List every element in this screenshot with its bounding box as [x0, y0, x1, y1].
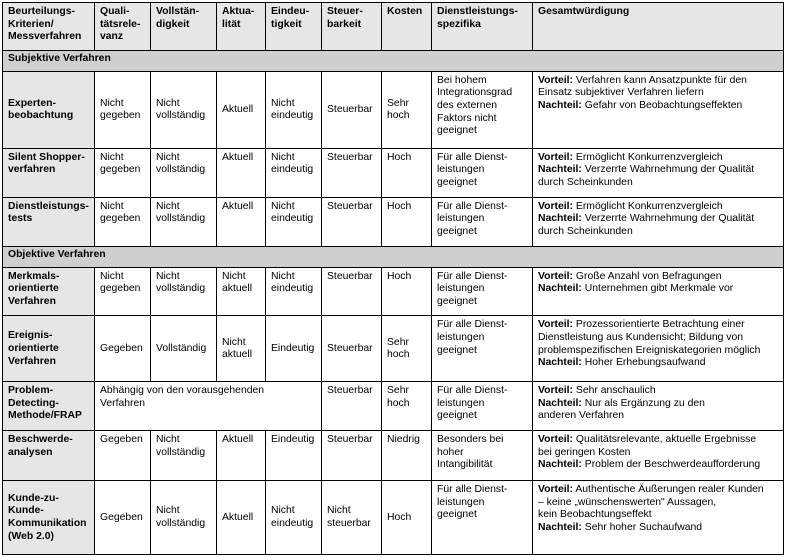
nachteil-label: Nachteil: [538, 521, 582, 533]
nachteil-label: Nachteil: [538, 283, 582, 295]
comparison-table [2, 2, 784, 555]
cell-spezifika: Für alle Dienst- leistungen geeignet [432, 197, 533, 246]
cell-spezifika: Für alle Dienst- leistungen geeignet [432, 148, 533, 197]
cell-vollstaendigkeit: Nicht vollständig [151, 148, 217, 197]
vorteil-label: Vorteil: [538, 434, 574, 446]
cell-spezifika: Für alle Dienst- leistungen geeignet [432, 480, 533, 554]
cell-gesamtwuerdigung [533, 431, 784, 481]
header-dienstleistungsspezifika: Dienstleistungs- spezifika [432, 3, 533, 51]
cell-gesamtwuerdigung [533, 71, 784, 148]
header-eindeutigkeit: Eindeu- tigkeit [266, 3, 322, 51]
nachteil-text: Hoher Erhebungsaufwand [581, 357, 706, 369]
cell-kosten: Niedrig [382, 431, 432, 481]
cell-aktualitaet: Aktuell [217, 71, 266, 148]
nachteil-label: Nachteil: [538, 164, 582, 176]
cell-kosten: Sehr hoch [382, 316, 432, 382]
cell-spezifika: Besonders bei hoher Intangibilität [432, 431, 533, 481]
header-steuerbarkeit: Steuer- barkeit [322, 3, 382, 51]
cell-steuerbarkeit: Steuerbar [322, 431, 382, 481]
cell-gesamtwuerdigung [533, 267, 784, 316]
row-name: Dienstleistungs- tests [3, 197, 95, 246]
header-aktualitaet: Aktua- lität [217, 3, 266, 51]
cell-kosten: Hoch [382, 267, 432, 316]
nachteil-text: Problem der Beschwerdeaufforderung [581, 459, 761, 471]
cell-qualitaetsrelevanz: Gegeben [95, 480, 151, 554]
table-row [3, 197, 784, 246]
vorteil-text: Prozessorientierte Betrachtung einer Dienstleistung aus Kundensicht; Bildung von problemspezifischen Ereigniskategorien möglich [538, 319, 761, 356]
vorteil-text: Ermöglicht Konkurrenzvergleich [573, 200, 723, 212]
cell-qualitaetsrelevanz: Nicht gegeben [95, 267, 151, 316]
cell-spezifika: Für alle Dienst- leistungen geeignet [432, 267, 533, 316]
vorteil-label: Vorteil: [538, 74, 574, 86]
cell-kosten: Sehr hoch [382, 382, 432, 431]
header-criteria: Beurteilungs- Kriterien/ Messverfahren [3, 3, 95, 51]
vorteil-text: Ermöglicht Konkurrenzvergleich [573, 151, 723, 163]
table-row [3, 267, 784, 316]
row-name: Experten- beobachtung [3, 71, 95, 148]
table-row [3, 316, 784, 382]
cell-steuerbarkeit: Steuerbar [322, 71, 382, 148]
nachteil-text: Sehr hoher Suchaufwand [581, 521, 703, 533]
cell-eindeutigkeit: Nicht eindeutig [266, 197, 322, 246]
cell-eindeutigkeit: Nicht eindeutig [266, 71, 322, 148]
header-qualitaetsrelevanz: Quali- tätsrele- vanz [95, 3, 151, 51]
vorteil-label: Vorteil: [538, 200, 574, 212]
cell-kosten: Hoch [382, 197, 432, 246]
cell-aktualitaet: Aktuell [217, 197, 266, 246]
cell-qualitaetsrelevanz: Nicht gegeben [95, 71, 151, 148]
nachteil-text: Verzerrte Wahrnehmung der Qualität durch Scheinkunden [538, 213, 755, 237]
cell-gesamtwuerdigung [533, 480, 784, 554]
header-gesamtwuerdigung: Gesamtwürdigung [533, 3, 784, 51]
table-row [3, 382, 784, 431]
section-row [3, 51, 784, 72]
table-row [3, 148, 784, 197]
cell-eindeutigkeit: Eindeutig [266, 431, 322, 481]
cell-eindeutigkeit: Eindeutig [266, 316, 322, 382]
vorteil-label: Vorteil: [538, 151, 574, 163]
cell-eindeutigkeit: Nicht eindeutig [266, 480, 322, 554]
header-kosten: Kosten [382, 3, 432, 51]
cell-eindeutigkeit: Nicht eindeutig [266, 148, 322, 197]
cell-gesamtwuerdigung [533, 148, 784, 197]
cell-vollstaendigkeit: Nicht vollständig [151, 197, 217, 246]
cell-spezifika: Für alle Dienst- leistungen geeignet [432, 382, 533, 431]
cell-gesamtwuerdigung [533, 382, 784, 431]
cell-steuerbarkeit: Steuerbar [322, 267, 382, 316]
row-name: Beschwerde- analysen [3, 431, 95, 481]
section-row [3, 246, 784, 267]
nachteil-text: Gefahr von Beobachtungseffekten [581, 100, 743, 111]
cell-steuerbarkeit: Steuerbar [322, 316, 382, 382]
header-vollstaendigkeit: Vollstän- digkeit [151, 3, 217, 51]
vorteil-text: Authentische Äußerungen realer Kunden – keine „wünschenswerten" Aussagen, kein Beobachtungseffekt [538, 483, 764, 521]
cell-aktualitaet: Aktuell [217, 148, 266, 197]
cell-spezifika: Für alle Dienst- leistungen geeignet [432, 316, 533, 382]
cell-steuerbarkeit: Steuerbar [322, 197, 382, 246]
vorteil-text: Verfahren kann Ansatzpunkte für den Einsatz subjektiver Verfahren liefern [538, 74, 747, 99]
vorteil-text: Sehr anschaulich [573, 385, 656, 397]
vorteil-text: Qualitätsrelevante, aktuelle Ergebnisse bei geringen Kosten [538, 434, 757, 458]
section-title: Objektive Verfahren [3, 246, 784, 267]
row-name: Ereignis- orientierte Verfahren [3, 316, 95, 382]
nachteil-label: Nachteil: [538, 357, 582, 369]
nachteil-label: Nachteil: [538, 459, 582, 471]
cell-aktualitaet: Nicht aktuell [217, 316, 266, 382]
table-row [3, 480, 784, 554]
cell-vollstaendigkeit: Nicht vollständig [151, 480, 217, 554]
nachteil-text: Verzerrte Wahrnehmung der Qualität durch Scheinkunden [538, 164, 755, 189]
cell-merged-criteria: Abhängig von den vorausgehenden Verfahren [95, 382, 322, 431]
cell-gesamtwuerdigung [533, 197, 784, 246]
vorteil-label: Vorteil: [538, 385, 574, 397]
cell-steuerbarkeit: Steuerbar [322, 148, 382, 197]
cell-qualitaetsrelevanz: Nicht gegeben [95, 197, 151, 246]
cell-eindeutigkeit: Nicht eindeutig [266, 267, 322, 316]
vorteil-label: Vorteil: [538, 319, 574, 331]
cell-qualitaetsrelevanz: Nicht gegeben [95, 148, 151, 197]
table-row [3, 71, 784, 148]
cell-vollstaendigkeit: Nicht vollständig [151, 431, 217, 481]
vorteil-label: Vorteil: [538, 270, 574, 282]
cell-aktualitaet: Aktuell [217, 480, 266, 554]
cell-qualitaetsrelevanz: Gegeben [95, 431, 151, 481]
cell-steuerbarkeit: Nicht steuerbar [322, 480, 382, 554]
cell-aktualitaet: Nicht aktuell [217, 267, 266, 316]
cell-kosten: Sehr hoch [382, 71, 432, 148]
cell-vollstaendigkeit: Nicht vollständig [151, 71, 217, 148]
table-row [3, 431, 784, 481]
header-row [3, 3, 784, 51]
row-name: Silent Shopper- verfahren [3, 148, 95, 197]
row-name: Kunde-zu- Kunde- Kommunikation (Web 2.0) [3, 480, 95, 554]
cell-aktualitaet: Aktuell [217, 431, 266, 481]
cell-kosten: Hoch [382, 148, 432, 197]
vorteil-label: Vorteil: [538, 483, 574, 495]
cell-vollstaendigkeit: Vollständig [151, 316, 217, 382]
cell-kosten: Hoch [382, 480, 432, 554]
nachteil-label: Nachteil: [538, 100, 582, 111]
cell-gesamtwuerdigung [533, 316, 784, 382]
cell-qualitaetsrelevanz: Gegeben [95, 316, 151, 382]
nachteil-label: Nachteil: [538, 397, 582, 409]
nachteil-label: Nachteil: [538, 213, 582, 225]
vorteil-text: Große Anzahl von Befragungen [573, 270, 722, 282]
cell-vollstaendigkeit: Nicht vollständig [151, 267, 217, 316]
cell-steuerbarkeit: Steuerbar [322, 382, 382, 431]
nachteil-text: Unternehmen gibt Merkmale vor [581, 283, 734, 295]
section-title: Subjektive Verfahren [3, 51, 784, 72]
cell-spezifika: Bei hohem Integrationsgrad des externen Faktors nicht geeignet [432, 71, 533, 148]
nachteil-text: Nur als Ergänzung zu den anderen Verfahren [538, 397, 705, 422]
row-name: Merkmals- orientierte Verfahren [3, 267, 95, 316]
row-name: Problem- Detecting- Methode/FRAP [3, 382, 95, 431]
